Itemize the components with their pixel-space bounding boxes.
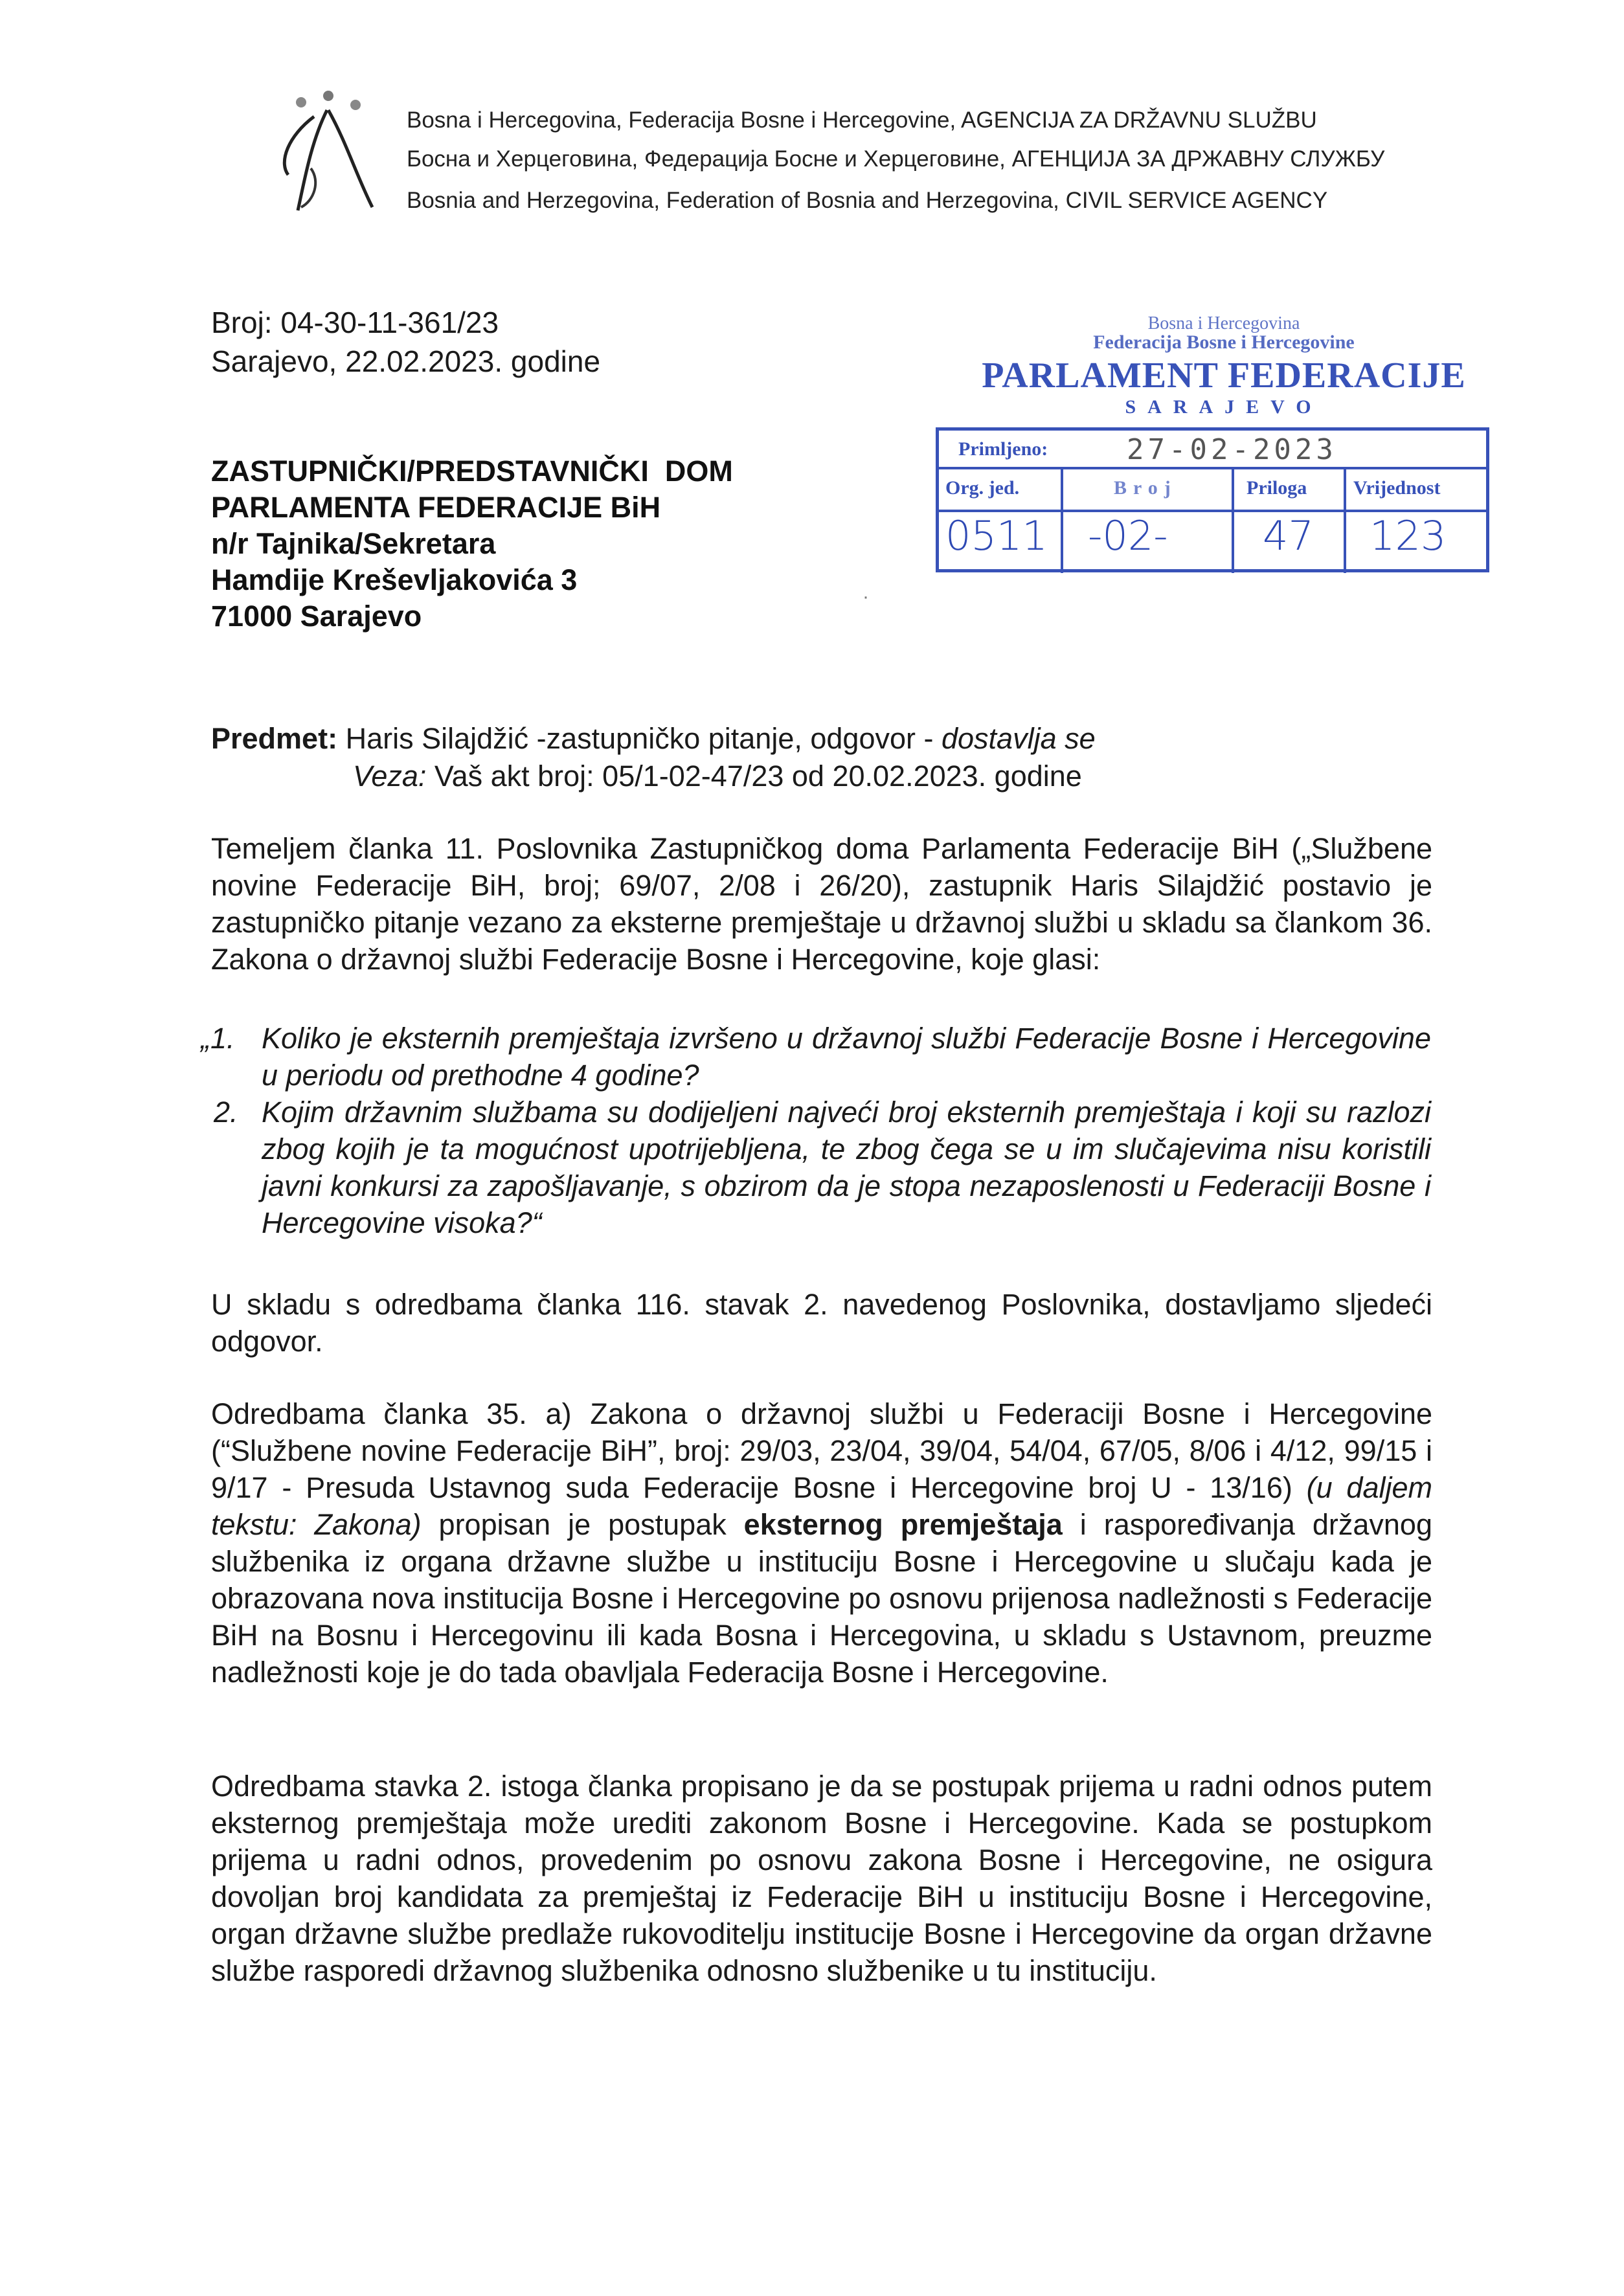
list-item xyxy=(201,1020,1431,1094)
subject-text-italic: dostavlja se xyxy=(941,722,1096,755)
stray-mark: · xyxy=(863,586,869,607)
reference-number: Broj: 04-30-11-361/23 xyxy=(211,306,499,339)
paragraph-3-text-b: propisan je postupak xyxy=(421,1508,744,1541)
stamp-received-date: 27-02-2023 xyxy=(1127,433,1337,466)
stamp-divider xyxy=(1232,469,1234,573)
paragraph-3-italic: (u daljem tekstu: Zakona) xyxy=(211,1471,1432,1541)
stamp-divider xyxy=(1061,469,1063,573)
list-item-number: „1. xyxy=(201,1022,235,1055)
paragraph-3 xyxy=(211,1395,1432,1691)
stamp-received-label: Primljeno: xyxy=(958,438,1048,460)
list-item-number: 2. xyxy=(214,1096,238,1129)
stamp-val-vrijednost: 123 xyxy=(1370,512,1447,559)
stamp-val-priloga: 47 xyxy=(1263,512,1314,559)
header-line-3: Bosnia and Herzegovina, Federation of Bosnia and Herzegovina, CIVIL SERVICE AGENCY xyxy=(407,188,1328,213)
reference-place-date: Sarajevo, 22.02.2023. godine xyxy=(211,344,601,378)
stamp-divider xyxy=(1344,469,1346,573)
question-list xyxy=(201,1020,1431,1241)
stamp-col-broj: Broj xyxy=(1114,477,1177,499)
recipient-line-3: n/r Tajnika/Sekretara xyxy=(211,527,496,560)
stamp-line-1: Bosna i Hercegovina xyxy=(1147,313,1300,333)
subject-line xyxy=(211,720,1432,757)
stamp-line-2: Federacija Bosne i Hercegovine xyxy=(1093,332,1355,353)
header-line-1: Bosna i Hercegovina, Federacija Bosne i Hercegovine, AGENCIJA ZA DRŽAVNU SLUŽBU xyxy=(407,107,1317,133)
subject-label: Predmet: xyxy=(211,722,338,755)
paragraph-3-text-a: Odredbama članka 35. a) Zakona o državnoj službi u Federaciji Bosne i Hercegovine (“Službene novine Federacije BiH”, broj: 29/03, 23/04, 39/04, 54/04, 67/05, 8/06 i 4/12, 99/15 i 9/17 - Presuda Ustavnog suda Federacije Bosne i Hercegovine broj U - 13/16) xyxy=(211,1397,1432,1504)
stamp-col-priloga: Priloga xyxy=(1246,477,1307,499)
list-item-text: Kojim državnim službama su dodijeljeni najveći broj eksternih premještaja i koji su razlozi zbog kojih je ta mogućnost upotrijebljena, te zbog čega se u im slučajevima nisu koristili javni konkursi za zapošljavanje, s obzirom da je stopa nezaposlenosti u Federaciji Bosne i Hercegovine visoka?“ xyxy=(262,1096,1431,1239)
paragraph-3-bold: eksternog premještaja xyxy=(743,1508,1063,1541)
paragraph-1: Temeljem članka 11. Poslovnika Zastupničkog doma Parlamenta Federacije BiH („Službene novine Federacije BiH, broj; 69/07, 2/08 i 26/20), zastupnik Haris Silajdžić postavio je zastupničko pitanje vezano za eksterne premještaje u državnoj službi u skladu sa člankom 36. Zakona o državnoj službi Federacije Bosne i Hercegovine, koje glasi: xyxy=(211,832,1432,976)
agency-logo-icon xyxy=(275,91,379,214)
stamp-val-org: 0511 xyxy=(945,512,1048,559)
recipient-line-2: PARLAMENTA FEDERACIJE BiH xyxy=(211,491,661,524)
stamp-received-row xyxy=(939,431,1486,469)
list-item-text: Koliko je eksternih premještaja izvršeno u državnoj službi Federacije Bosne i Hercegovine u periodu od prethodne 4 godine? xyxy=(262,1022,1431,1092)
paragraph-4: Odredbama stavka 2. istoga članka propisano je da se postupak prijema u radni odnos putem eksternog premještaja može urediti zakonom Bosne i Hercegovine. Kada se postupkom prijema u radni odnos, provedenim po osnovu zakona Bosne i Hercegovine, ne osigura dovoljan broj kandidata za premještaj iz Federacije BiH u instituciju Bosne i Hercegovine, organ državne službe predlaže rukovoditelju institucije Bosne i Hercegovine da organ državne službe rasporedi državnog službenika odnosno službenike u tu instituciju. xyxy=(211,1770,1432,1987)
header-line-2: Босна и Херцеговина, Федерација Босне и Херцеговине, АГЕНЦИЈА ЗА ДРЖАВНУ СЛУЖБУ xyxy=(407,146,1385,172)
paragraph-2: U skladu s odredbama članka 116. stavak 2. navedenog Poslovnika, dostavljamo sljedeći odgovor. xyxy=(211,1288,1432,1358)
recipient-line-5: 71000 Sarajevo xyxy=(211,600,422,633)
veza-label: Veza: xyxy=(353,760,427,793)
stamp-line-3: PARLAMENT FEDERACIJE xyxy=(982,355,1466,396)
paragraph-3-text-c: i raspoređivanja državnog službenika iz organa državne službe u instituciju Bosne i Hercegovine u slučaju kada je obrazovana nova institucija Bosne i Hercegovine po osnovu prijenosa nadležnosti s Federacije BiH na Bosnu i Hercegovinu ili kada Bosna i Hercegovina, u skladu s Ustavnom, preuzme nadležnosti koje je do tada obavljala Federacija Bosne i Hercegovine. xyxy=(211,1508,1432,1689)
stamp-col-vrijednost: Vrijednost xyxy=(1353,477,1441,499)
stamp-line-4: SARAJEVO xyxy=(1125,396,1323,418)
recipient-block xyxy=(211,453,733,635)
recipient-line-1: ZASTUPNIČKI/PREDSTAVNIČKI DOM xyxy=(211,455,733,488)
list-item xyxy=(201,1094,1431,1241)
stamp-col-org: Org. jed. xyxy=(945,477,1020,499)
veza-text: Vaš akt broj: 05/1-02-47/23 od 20.02.2023. godine xyxy=(426,760,1082,793)
received-stamp xyxy=(936,427,1489,572)
veza-line xyxy=(353,758,1082,794)
recipient-line-4: Hamdije Kreševljakovića 3 xyxy=(211,563,578,596)
stamp-val-broj: -02- xyxy=(1088,512,1168,559)
subject-text: Haris Silajdžić -zastupničko pitanje, odgovor - xyxy=(337,722,942,755)
reference-block xyxy=(211,303,600,381)
